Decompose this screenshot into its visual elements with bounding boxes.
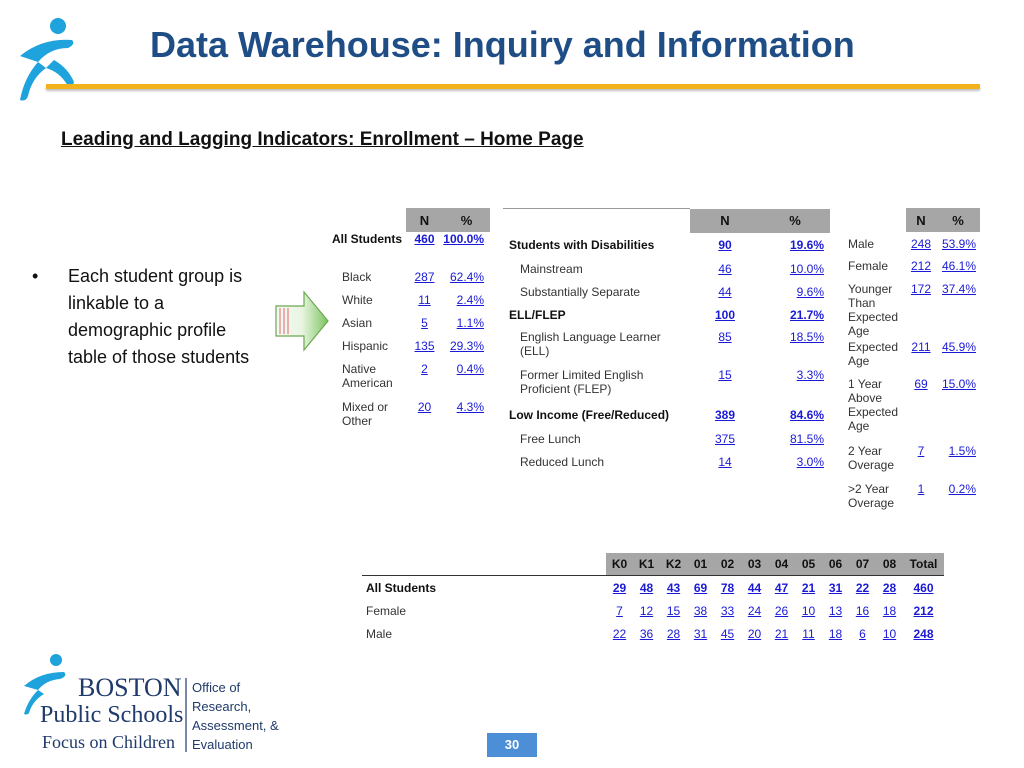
total-link[interactable]: 248 <box>913 626 934 641</box>
row-label: Reduced Lunch <box>520 454 605 469</box>
row-label: Mixed or Other <box>342 400 389 428</box>
right-arrow-icon <box>274 290 330 352</box>
column-header-pct: % <box>760 209 830 234</box>
grade-header: 05 <box>795 553 822 576</box>
count-link[interactable]: 36 <box>639 626 654 641</box>
header-blank <box>362 553 606 576</box>
grade-header: K0 <box>606 553 633 576</box>
row-label: Male <box>366 626 393 641</box>
row-label: Younger Than Expected Age <box>848 282 899 338</box>
count-link[interactable]: 47 <box>774 580 789 595</box>
row-label: ELL/FLEP <box>509 308 566 322</box>
count-link[interactable]: 26 <box>774 603 789 618</box>
runner-figure-icon <box>16 16 78 102</box>
count-link[interactable]: 211 <box>911 340 931 354</box>
grade-header: 08 <box>876 553 903 576</box>
row-label: Low Income (Free/Reduced) <box>509 408 670 422</box>
count-link[interactable]: 38 <box>693 603 708 618</box>
count-link[interactable]: 31 <box>693 626 708 641</box>
row-label: Free Lunch <box>520 431 581 446</box>
count-link[interactable]: 287 <box>414 270 435 284</box>
percent-link[interactable]: 1.1% <box>456 316 484 330</box>
row-label: Female <box>366 603 407 618</box>
bullet-dot: • <box>32 266 39 286</box>
slide-title: Data Warehouse: Inquiry and Information <box>150 24 855 65</box>
percent-link[interactable]: 0.4% <box>456 362 484 376</box>
count-link[interactable]: 135 <box>414 339 435 353</box>
percent-link[interactable]: 3.3% <box>796 368 824 382</box>
percent-link[interactable]: 3.0% <box>796 454 824 469</box>
row-label: Expected Age <box>848 340 899 368</box>
row-label: Substantially Separate <box>520 284 641 299</box>
count-link[interactable]: 13 <box>828 603 843 618</box>
row-label: All Students <box>362 576 606 600</box>
count-link[interactable]: 11 <box>418 293 431 307</box>
percent-link[interactable]: 4.3% <box>456 400 484 414</box>
count-link[interactable]: 90 <box>718 238 732 252</box>
percent-link[interactable]: 37.4% <box>941 282 976 296</box>
office-line4: Evaluation <box>192 737 253 752</box>
count-link[interactable]: 16 <box>855 603 870 618</box>
count-link[interactable]: 100 <box>714 308 736 322</box>
count-link[interactable]: 172 <box>910 282 932 296</box>
percent-link[interactable]: 100.0% <box>443 232 484 246</box>
total-link[interactable]: 460 <box>913 580 934 595</box>
count-link[interactable]: 44 <box>747 580 762 595</box>
percent-link[interactable]: 84.6% <box>789 408 824 422</box>
bps-logo-line1: BOSTON <box>78 673 182 702</box>
row-label: White <box>342 293 373 307</box>
row-label: Students with Disabilities <box>509 238 655 252</box>
count-link[interactable]: 46 <box>718 261 732 276</box>
count-link[interactable]: 15 <box>718 368 732 382</box>
count-link[interactable]: 43 <box>666 580 681 595</box>
grade-header: 01 <box>687 553 714 576</box>
count-link[interactable]: 11 <box>802 626 815 641</box>
count-link[interactable]: 20 <box>417 400 432 414</box>
office-line2: Research, <box>192 699 252 714</box>
count-link[interactable]: 375 <box>714 431 736 446</box>
count-link[interactable]: 29 <box>612 580 627 595</box>
count-link[interactable]: 44 <box>718 284 732 299</box>
column-header-pct: % <box>443 208 490 232</box>
column-header-n: N <box>406 208 443 232</box>
percent-link[interactable]: 62.4% <box>449 270 484 284</box>
bps-logo <box>20 652 282 754</box>
row-label: 2 Year Overage <box>848 444 895 472</box>
count-link[interactable]: 18 <box>882 603 897 618</box>
slide-subtitle: Leading and Lagging Indicators: Enrollment – Home Page <box>61 129 584 150</box>
percent-link[interactable]: 46.1% <box>941 259 976 273</box>
grade-header: K1 <box>633 553 660 576</box>
percent-link[interactable]: 29.3% <box>449 339 484 353</box>
count-link[interactable]: 18 <box>828 626 843 641</box>
column-header-n: N <box>690 209 760 234</box>
row-label: Mainstream <box>520 261 583 276</box>
count-link[interactable]: 389 <box>714 408 736 422</box>
count-link[interactable]: 20 <box>747 626 762 641</box>
office-line3: Assessment, & <box>192 718 279 733</box>
count-link[interactable]: 15 <box>666 603 681 618</box>
grade-enrollment-table <box>362 553 944 645</box>
percent-link[interactable]: 81.5% <box>789 431 824 446</box>
office-line1: Office of <box>192 680 241 695</box>
page-number: 30 <box>487 733 537 757</box>
grade-header: 02 <box>714 553 741 576</box>
total-link[interactable]: 212 <box>913 603 934 618</box>
total-header: Total <box>903 553 944 576</box>
row-label: Native American <box>342 362 393 390</box>
header-blank <box>503 209 690 234</box>
count-link[interactable]: 7 <box>616 603 623 618</box>
row-label: Black <box>342 270 372 284</box>
count-link[interactable]: 7 <box>917 444 925 458</box>
program-status-table <box>503 208 830 473</box>
count-link[interactable]: 6 <box>859 626 866 641</box>
count-link[interactable]: 28 <box>882 580 897 595</box>
row-label: Female <box>848 259 889 273</box>
race-ethnicity-table <box>330 208 490 438</box>
count-link[interactable]: 22 <box>612 626 627 641</box>
header-blank <box>844 208 906 232</box>
count-link[interactable]: 5 <box>421 316 428 330</box>
count-link[interactable]: 22 <box>855 580 870 595</box>
row-label: Former Limited English Proficient (FLEP) <box>520 368 644 396</box>
gender-age-table <box>844 208 980 518</box>
count-link[interactable]: 85 <box>718 330 732 344</box>
count-link[interactable]: 48 <box>639 580 654 595</box>
count-link[interactable]: 31 <box>828 580 843 595</box>
percent-link[interactable]: 9.6% <box>796 284 824 299</box>
count-link[interactable]: 212 <box>910 259 932 273</box>
count-link[interactable]: 21 <box>801 580 816 595</box>
count-link[interactable]: 24 <box>747 603 762 618</box>
percent-link[interactable]: 21.7% <box>789 308 824 322</box>
percent-link[interactable]: 53.9% <box>941 237 976 251</box>
count-link[interactable]: 33 <box>720 603 735 618</box>
row-label: Asian <box>342 316 373 330</box>
header-blank <box>330 208 406 232</box>
row-label: >2 Year Overage <box>848 482 895 510</box>
grade-header: 03 <box>741 553 768 576</box>
column-header-n: N <box>906 208 936 232</box>
percent-link[interactable]: 0.2% <box>948 482 976 496</box>
title-divider <box>46 84 980 89</box>
count-link[interactable]: 69 <box>693 580 708 595</box>
percent-link[interactable]: 10.0% <box>789 261 824 276</box>
percent-link[interactable]: 2.4% <box>456 293 484 307</box>
row-label: Hispanic <box>342 339 389 353</box>
percent-link[interactable]: 18.5% <box>789 330 824 344</box>
grade-header: 04 <box>768 553 795 576</box>
percent-link[interactable]: 45.9% <box>941 340 976 354</box>
column-header-pct: % <box>936 208 980 232</box>
percent-link[interactable]: 15.0% <box>941 377 976 391</box>
bps-logo-line3: Focus on Children <box>42 732 175 752</box>
grade-header: 07 <box>849 553 876 576</box>
count-link[interactable]: 248 <box>910 237 932 251</box>
row-label: Male <box>848 237 875 251</box>
count-link[interactable]: 69 <box>914 377 928 391</box>
bps-logo-line2: Public Schools <box>40 702 184 728</box>
count-link[interactable]: 12 <box>639 603 654 618</box>
row-label: All Students <box>332 232 403 246</box>
grade-header: K2 <box>660 553 687 576</box>
count-link[interactable]: 78 <box>720 580 735 595</box>
count-link[interactable]: 45 <box>720 626 735 641</box>
count-link[interactable]: 21 <box>774 626 789 641</box>
bullet-text: Each student group is linkable to a demographic profile table of those students <box>68 266 250 367</box>
count-link[interactable]: 14 <box>718 454 732 469</box>
row-label: 1 Year Above Expected Age <box>848 377 899 433</box>
grade-header: 06 <box>822 553 849 576</box>
count-link[interactable]: 1 <box>917 482 925 496</box>
percent-link[interactable]: 1.5% <box>948 444 976 458</box>
count-link[interactable]: 10 <box>801 603 816 618</box>
count-link[interactable]: 2 <box>421 362 428 376</box>
count-link[interactable]: 10 <box>882 626 897 641</box>
percent-link[interactable]: 19.6% <box>789 238 824 252</box>
row-label: English Language Learner (ELL) <box>520 330 661 358</box>
count-link[interactable]: 28 <box>666 626 681 641</box>
count-link[interactable]: 460 <box>414 232 435 246</box>
